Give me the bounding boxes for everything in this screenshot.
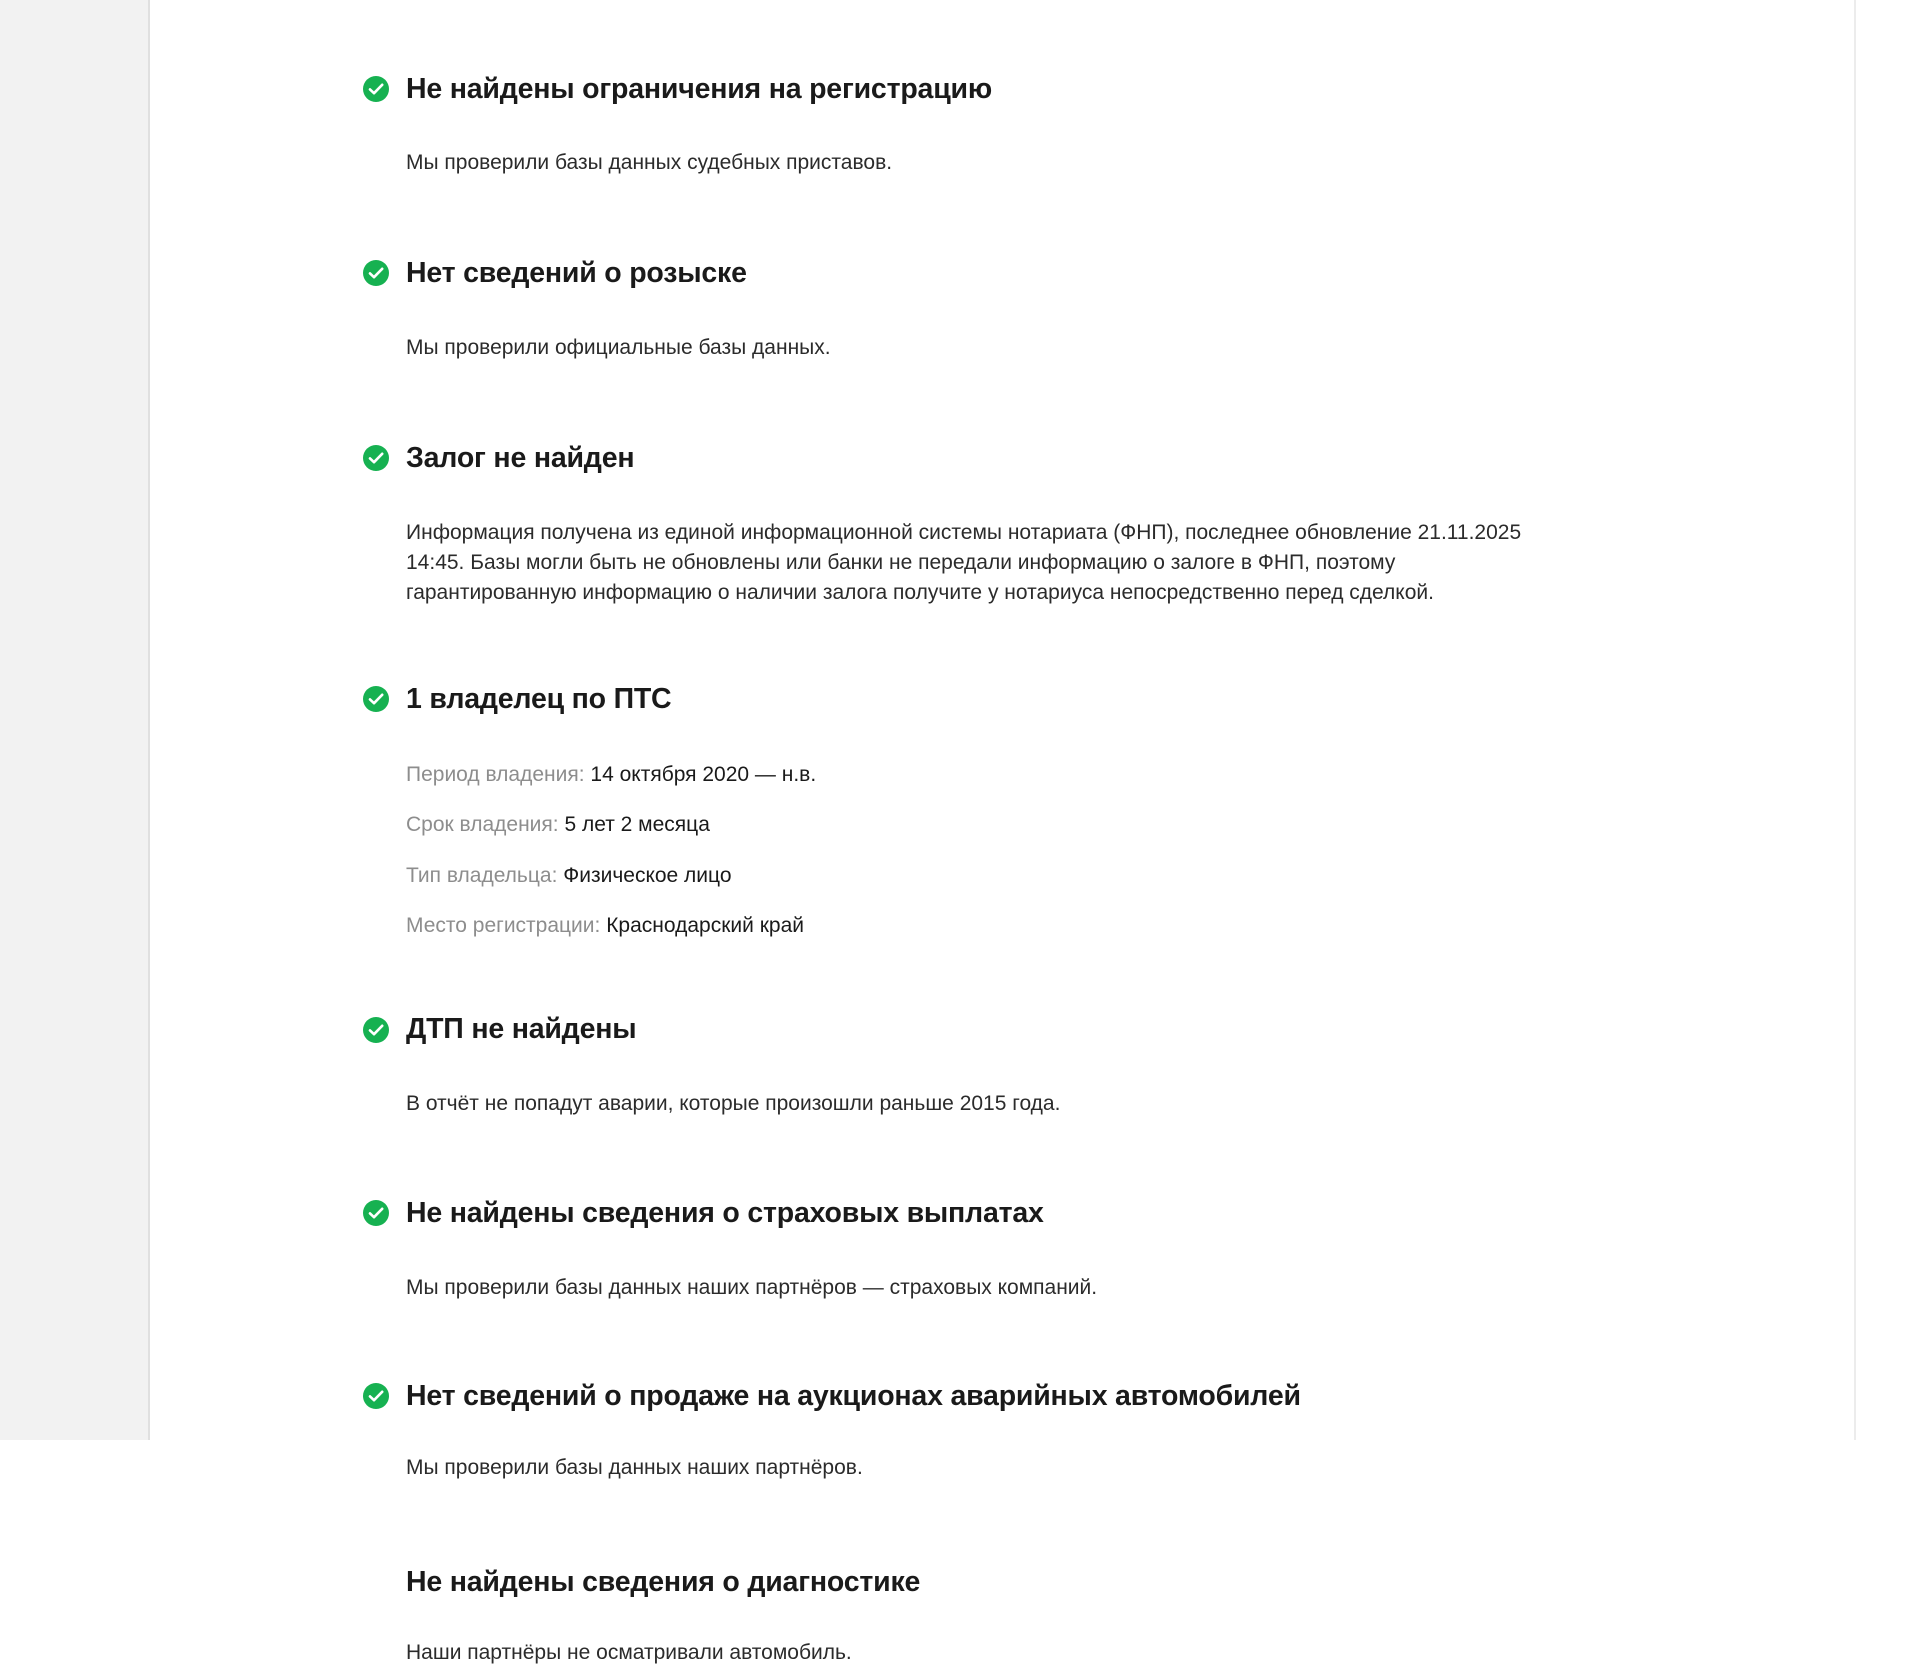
- section-title: Нет сведений о продаже на аукционах аварийных автомобилей: [406, 1379, 1301, 1412]
- check-circle-icon: [363, 445, 389, 471]
- detail-row: [406, 861, 1616, 891]
- section-description: Наши партнёры не осматривали автомобиль.: [406, 1641, 852, 1665]
- section-title: Нет сведений о розыске: [406, 257, 747, 290]
- report-content: [150, 0, 1856, 1665]
- check-circle-icon: [363, 76, 389, 102]
- check-circle-icon: [363, 686, 389, 712]
- section-title: Залог не найден: [406, 442, 635, 475]
- detail-row: [406, 911, 1616, 941]
- section-header: [406, 1173, 1616, 1254]
- detail-row: [406, 810, 1616, 840]
- section-title: Не найдены сведения о страховых выплатах: [406, 1197, 1044, 1230]
- detail-label: Место регистрации:: [406, 914, 601, 938]
- section-description: Мы проверили базы данных судебных приставов.: [406, 151, 893, 175]
- section-description: Мы проверили базы данных наших партнёров — страховых компаний.: [406, 1275, 1098, 1299]
- section-header: [406, 233, 1616, 314]
- report-section-wanted-status: [150, 233, 1856, 364]
- section-title: ДТП не найдены: [406, 1013, 637, 1046]
- detail-value: Краснодарский край: [606, 914, 804, 938]
- section-title: Не найдены сведения о диагностике: [406, 1565, 921, 1598]
- report-section-pledge: [150, 417, 1856, 608]
- check-circle-icon: [363, 1383, 389, 1409]
- detail-label: Период владения:: [406, 763, 585, 787]
- section-description: Информация получена из единой информационной системы нотариата (ФНП), последнее обновление 21.11.2025 14:45. Базы могли быть не обновлены или банки не передали информацию о залоге в ФНП, поэтому гарантированную информацию о наличии залога получите у нотариуса непосредственно перед сделкой.: [406, 520, 1522, 605]
- report-section-insurance-payouts: [150, 1173, 1856, 1304]
- section-header: [406, 1355, 1616, 1436]
- section-description: В отчёт не попадут аварии, которые произошли раньше 2015 года.: [406, 1092, 1061, 1116]
- check-circle-icon: [363, 260, 389, 286]
- section-title: 1 владелец по ПТС: [406, 683, 672, 716]
- section-header: [406, 659, 1616, 740]
- detail-row: [406, 760, 1616, 790]
- detail-value: 14 октября 2020 — н.в.: [590, 763, 817, 787]
- section-header: [406, 48, 1616, 129]
- report-section-owners: [150, 659, 1856, 942]
- report-section-salvage-auctions: [150, 1355, 1856, 1483]
- detail-value: 5 лет 2 месяца: [564, 813, 710, 837]
- section-header: [406, 417, 1616, 498]
- report-section-accidents: [150, 989, 1856, 1120]
- left-gutter: [0, 0, 148, 1440]
- detail-label: Срок владения:: [406, 813, 559, 837]
- section-header: [406, 989, 1616, 1070]
- section-header: [406, 1541, 1616, 1622]
- detail-label: Тип владельца:: [406, 863, 558, 887]
- report-section-registration-restrictions: [150, 48, 1856, 179]
- check-circle-icon: [363, 1200, 389, 1226]
- section-description: Мы проверили официальные базы данных.: [406, 336, 831, 360]
- right-gutter: [1856, 0, 1920, 1440]
- detail-value: Физическое лицо: [563, 863, 732, 887]
- section-title: Не найдены ограничения на регистрацию: [406, 72, 992, 105]
- check-circle-icon: [363, 1017, 389, 1043]
- report-section-diagnostics: [150, 1541, 1856, 1669]
- section-description: Мы проверили базы данных наших партнёров.: [406, 1455, 863, 1479]
